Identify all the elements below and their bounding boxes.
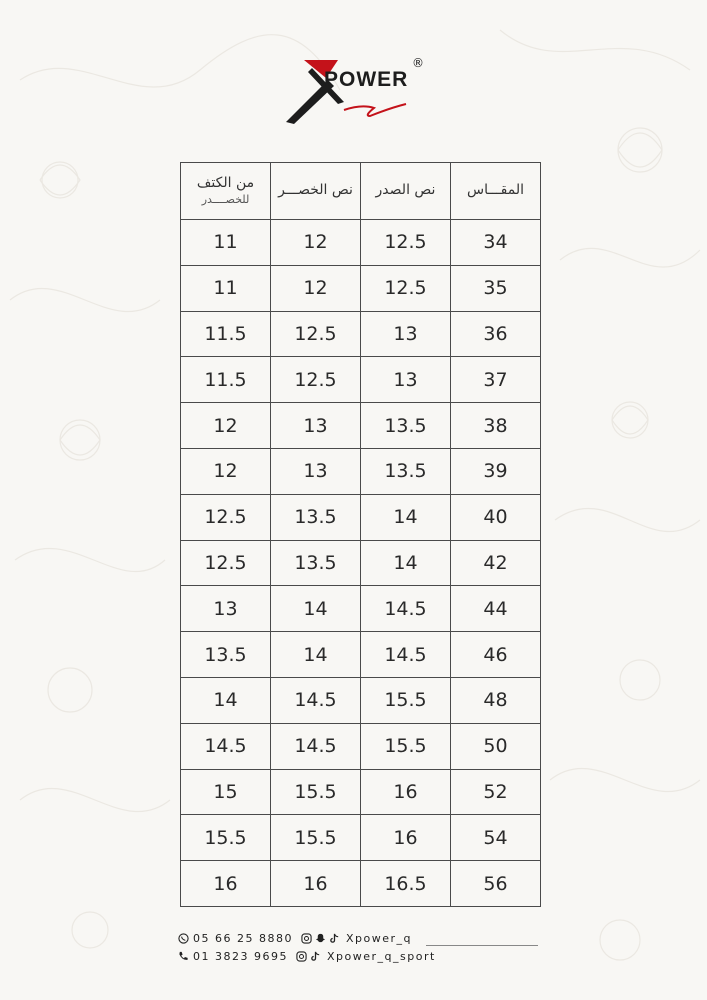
cell-shoulder: 14: [181, 677, 271, 723]
cell-size: 37: [451, 357, 541, 403]
cell-shoulder: 12: [181, 403, 271, 449]
table-row: [181, 677, 541, 723]
cell-shoulder: 13.5: [181, 632, 271, 678]
table-row: [181, 586, 541, 632]
whatsapp-icon: [178, 933, 189, 944]
cell-waist: 13.5: [271, 540, 361, 586]
cell-chest: 14.5: [361, 586, 451, 632]
table-body: [181, 220, 541, 907]
cell-size: 35: [451, 265, 541, 311]
table-header-row: [181, 163, 541, 220]
cell-shoulder: 12.5: [181, 494, 271, 540]
cell-size: 39: [451, 448, 541, 494]
table-row: [181, 494, 541, 540]
table-row: [181, 723, 541, 769]
cell-chest: 13.5: [361, 448, 451, 494]
cell-size: 44: [451, 586, 541, 632]
cell-waist: 13.5: [271, 494, 361, 540]
cell-chest: 15.5: [361, 723, 451, 769]
cell-waist: 12: [271, 220, 361, 266]
cell-waist: 14.5: [271, 677, 361, 723]
table-row: [181, 311, 541, 357]
cell-chest: 13: [361, 357, 451, 403]
cell-shoulder: 15.5: [181, 815, 271, 861]
cell-chest: 13: [361, 311, 451, 357]
cell-chest: 16: [361, 815, 451, 861]
contact-row-2: [178, 948, 436, 964]
brand-name: POWER: [324, 68, 409, 91]
header-shoulder: [181, 163, 271, 220]
cell-chest: 12.5: [361, 220, 451, 266]
table-row: [181, 540, 541, 586]
brand-logo: [282, 54, 432, 128]
cell-chest: 14.5: [361, 632, 451, 678]
header-size: المقـــاس: [451, 163, 541, 220]
cell-size: 40: [451, 494, 541, 540]
table-row: [181, 357, 541, 403]
whatsapp-number: 05 66 25 8880: [193, 931, 293, 945]
cell-shoulder: 11: [181, 265, 271, 311]
size-chart-table: [180, 162, 541, 907]
social-icons-2: [296, 951, 324, 962]
phone-number: 01 3823 9695: [193, 949, 288, 963]
cell-chest: 15.5: [361, 677, 451, 723]
cell-chest: 12.5: [361, 265, 451, 311]
cell-waist: 12.5: [271, 311, 361, 357]
cell-waist: 14: [271, 586, 361, 632]
cell-waist: 16: [271, 861, 361, 907]
cell-chest: 16.5: [361, 861, 451, 907]
table-row: [181, 403, 541, 449]
cell-waist: 12.5: [271, 357, 361, 403]
table-row: [181, 632, 541, 678]
table-row: [181, 815, 541, 861]
cell-shoulder: 12.5: [181, 540, 271, 586]
cell-shoulder: 14.5: [181, 723, 271, 769]
cell-shoulder: 11: [181, 220, 271, 266]
cell-chest: 16: [361, 769, 451, 815]
contact-row-1: [178, 930, 412, 946]
cell-size: 54: [451, 815, 541, 861]
cell-size: 34: [451, 220, 541, 266]
table-row: [181, 861, 541, 907]
cell-chest: 13.5: [361, 403, 451, 449]
cell-waist: 13: [271, 448, 361, 494]
cell-waist: 15.5: [271, 769, 361, 815]
footer-divider: [426, 945, 538, 946]
cell-chest: 14: [361, 540, 451, 586]
cell-size: 52: [451, 769, 541, 815]
cell-size: 36: [451, 311, 541, 357]
cell-waist: 14.5: [271, 723, 361, 769]
table-row: [181, 769, 541, 815]
cell-shoulder: 13: [181, 586, 271, 632]
social-handle-1[interactable]: Xpower_q: [345, 931, 413, 945]
cell-size: 48: [451, 677, 541, 723]
cell-size: 42: [451, 540, 541, 586]
cell-size: 50: [451, 723, 541, 769]
social-handle-2[interactable]: Xpower_q_sport: [326, 949, 436, 963]
cell-shoulder: 15: [181, 769, 271, 815]
header-shoulder-line1: من الكتف: [196, 175, 255, 192]
header-waist: نص الخصـــر: [271, 163, 361, 220]
contact-footer: [178, 928, 548, 968]
cell-waist: 14: [271, 632, 361, 678]
tiktok-icon: [310, 951, 321, 962]
cell-size: 46: [451, 632, 541, 678]
table-row: [181, 220, 541, 266]
cell-shoulder: 11.5: [181, 311, 271, 357]
cell-shoulder: 12: [181, 448, 271, 494]
header-chest: نص الصدر: [361, 163, 451, 220]
instagram-icon: [301, 933, 312, 944]
cell-size: 38: [451, 403, 541, 449]
cell-size: 56: [451, 861, 541, 907]
snapchat-icon: [315, 933, 326, 944]
table-row: [181, 265, 541, 311]
cell-shoulder: 11.5: [181, 357, 271, 403]
phone-icon: [178, 951, 189, 962]
social-icons-1: [301, 933, 343, 944]
cell-waist: 13: [271, 403, 361, 449]
registered-mark: ®: [412, 56, 424, 70]
header-shoulder-line2: للخصــــدر: [201, 192, 250, 206]
cell-waist: 15.5: [271, 815, 361, 861]
table-row: [181, 448, 541, 494]
cell-waist: 12: [271, 265, 361, 311]
tiktok-icon: [329, 933, 340, 944]
instagram-icon: [296, 951, 307, 962]
cell-chest: 14: [361, 494, 451, 540]
cell-shoulder: 16: [181, 861, 271, 907]
